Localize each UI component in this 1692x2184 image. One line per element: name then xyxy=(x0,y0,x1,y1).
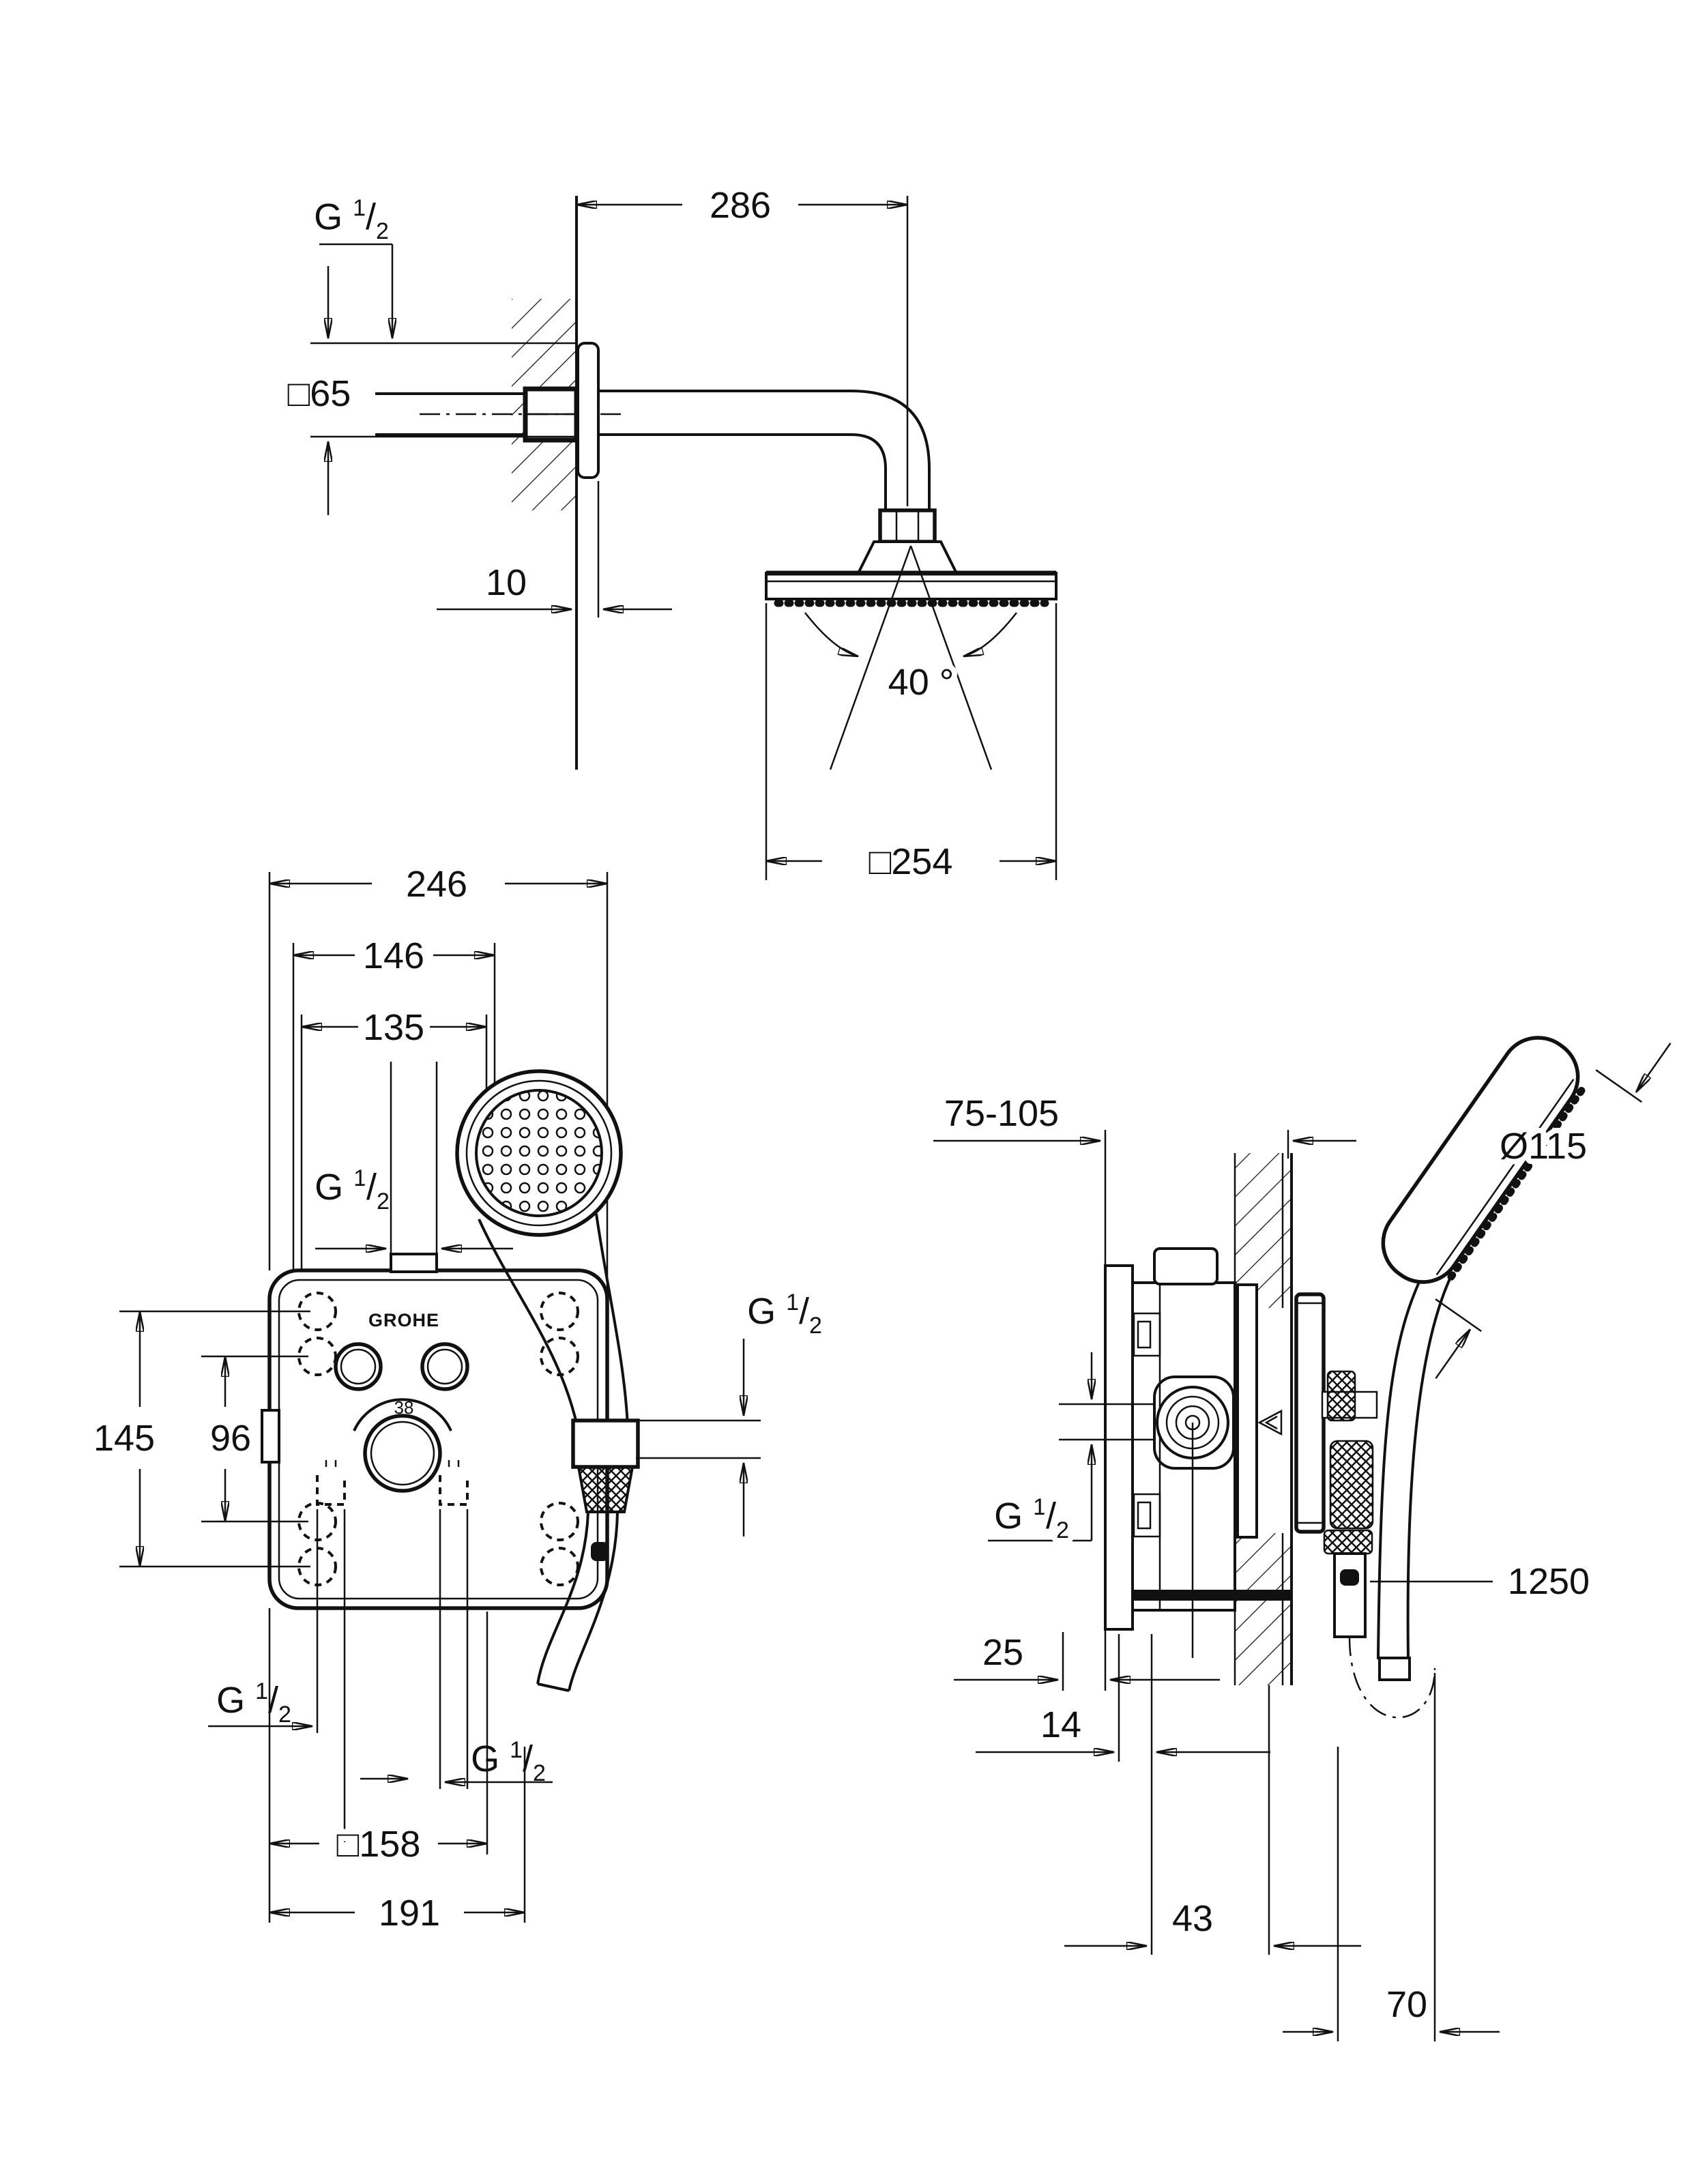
arm-projection-label: 286 xyxy=(709,185,772,226)
rough-in-box xyxy=(1105,1249,1292,1658)
side-tab xyxy=(262,1410,279,1462)
shower-holder xyxy=(573,1421,638,1467)
flange-size-label: □65 xyxy=(287,373,351,414)
hose-slot xyxy=(591,1542,609,1561)
rough-in-size-label: □158 xyxy=(336,1824,421,1865)
spacing-135-label: 135 xyxy=(362,1007,425,1048)
box-top-cap xyxy=(1154,1249,1217,1284)
hand-shower-side xyxy=(1331,970,1679,1680)
front-view xyxy=(93,864,822,1934)
panel-bar xyxy=(1238,1285,1257,1537)
flow-triangle-symbol xyxy=(1259,1411,1281,1434)
dim-g-half-top xyxy=(314,195,392,338)
hose-cone-nut xyxy=(579,1467,632,1512)
hose-slot-side xyxy=(1340,1569,1359,1586)
install-depth-label: 75-105 xyxy=(944,1093,1060,1134)
hose-nut-knurl xyxy=(1324,1530,1372,1554)
bottom-left-thread-label: G $^1/_2$ xyxy=(216,1678,291,1728)
mounting-bar xyxy=(1134,1590,1292,1601)
handle-hose-nut xyxy=(1380,1658,1410,1680)
spacing-146-label: 146 xyxy=(362,935,425,976)
total-height-191-label: 191 xyxy=(378,1893,441,1934)
shower-head-tilted xyxy=(1331,970,1679,1384)
dim-head-254 xyxy=(766,603,1056,882)
dim-rough-in-158 xyxy=(269,1824,487,1865)
wall-section-top xyxy=(512,196,577,770)
dim-projection-286 xyxy=(577,185,907,226)
wall-flange xyxy=(578,343,598,478)
thread-label: G $^1/_2$ xyxy=(314,195,389,244)
shower-arm xyxy=(598,196,957,573)
offset-25-label: 25 xyxy=(982,1632,1024,1673)
handle xyxy=(1378,1260,1452,1658)
top-view xyxy=(288,185,1056,882)
dim-offset-70 xyxy=(1283,1673,1500,2041)
dim-width-191 xyxy=(269,1893,525,1934)
hose-length-label: 1250 xyxy=(1507,1561,1590,1602)
holder-knob-knurl xyxy=(1330,1441,1373,1528)
dim-g-half-holder xyxy=(636,1290,822,1537)
height-96-label: 96 xyxy=(209,1418,252,1459)
inlet-thread-label: G $^1/_2$ xyxy=(994,1494,1069,1543)
holder-clamp-knurl xyxy=(1328,1371,1355,1421)
dim-offset-25 xyxy=(954,1632,1220,1691)
dim-g-half-bottom-right xyxy=(360,1737,553,1786)
top-outlet-stub xyxy=(391,1254,437,1272)
offset-14-label: 14 xyxy=(1040,1704,1082,1745)
side-view xyxy=(933,970,1679,2041)
head-width-label: □254 xyxy=(869,841,953,882)
offset-70-label: 70 xyxy=(1386,1984,1428,2025)
top-outlet-thread-label: G $^1/_2$ xyxy=(315,1165,390,1214)
dim-offset-43 xyxy=(1064,1685,1361,1955)
hand-shower-diameter-label: Ø115 xyxy=(1499,1126,1588,1167)
dim-width-146 xyxy=(293,935,495,1293)
offset-43-label: 43 xyxy=(1171,1898,1214,1939)
dim-offset-14 xyxy=(976,1634,1270,1955)
hose-upper xyxy=(1334,1554,1365,1637)
holder-outlet-thread-label: G $^1/_2$ xyxy=(747,1290,822,1339)
spray-angle-label: 40 ° xyxy=(888,662,954,703)
flange-thickness-label: 10 xyxy=(485,562,527,603)
bottom-right-thread-label: G $^1/_2$ xyxy=(471,1737,546,1786)
arm-nut xyxy=(880,510,935,542)
total-width-label: 246 xyxy=(405,864,468,905)
escutcheon-section xyxy=(1238,1285,1324,1537)
brand-logo: GROHE xyxy=(368,1310,440,1330)
temperature-mark-label: 38 xyxy=(394,1397,414,1418)
wall-escutcheon xyxy=(1296,1294,1324,1532)
height-145-label: 145 xyxy=(93,1418,156,1459)
dim-g-half-bottom-left xyxy=(208,1678,312,1728)
head-shower-profile xyxy=(766,573,1056,603)
